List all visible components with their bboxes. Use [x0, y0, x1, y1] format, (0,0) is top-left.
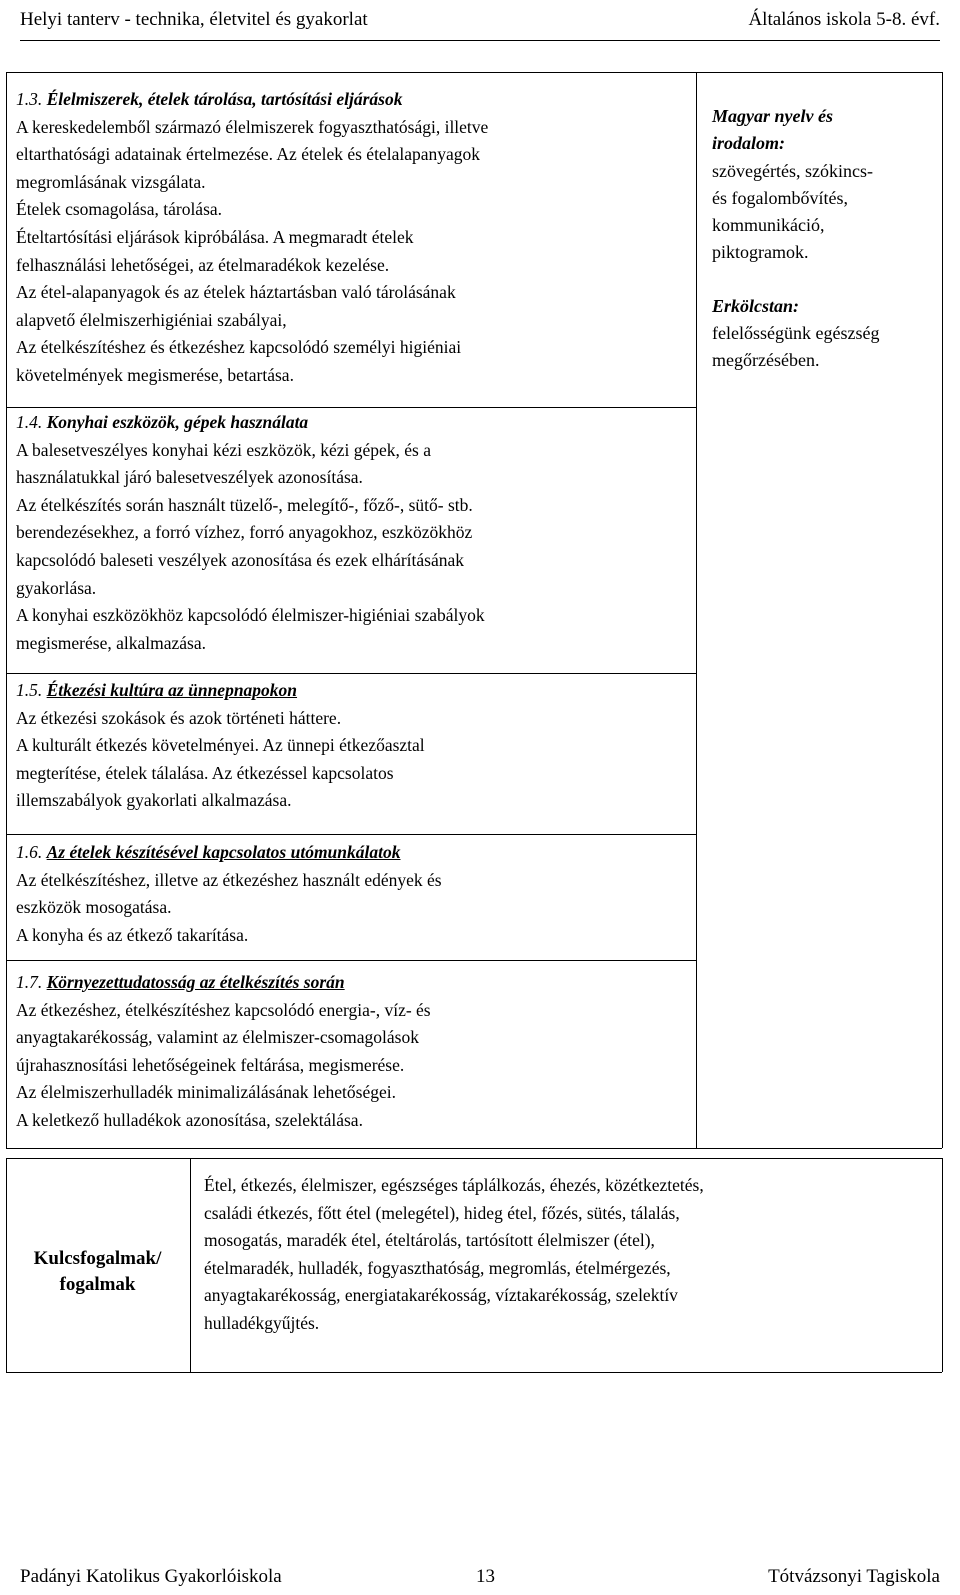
section-line: Ételtartósítási eljárások kipróbálása. A megmaradt ételek [16, 226, 414, 247]
keywords-line: Étel, étkezés, élelmiszer, egészséges táplálkozás, éhezés, közétkeztetés, [204, 1175, 704, 1195]
keywords-list [204, 1172, 944, 1338]
keywords-label-line: Kulcsfogalmak/ [33, 1248, 162, 1269]
section-number: 1.3. [16, 89, 43, 109]
section-line: anyagtakarékosság, valamint az élelmiszer-csomagolások [16, 1027, 419, 1048]
keywords-bottom-border [6, 1372, 942, 1373]
keywords-label [10, 1246, 185, 1298]
section-heading: Étkezési kultúra az ünnepnapokon [46, 680, 298, 700]
section-line: alapvető élelmiszerhigiéniai szabályai, [16, 309, 287, 330]
section-line: felhasználási lehetőségei, az ételmaradékok kezelése. [16, 254, 390, 275]
keywords-line: anyagtakarékosság, energiatakarékosság, víztakarékosság, szelektív [204, 1285, 678, 1306]
link-line: kommunikáció, [712, 215, 825, 236]
section-line: A keletkező hulladékok azonosítása, szelektálása. [16, 1109, 363, 1130]
section-line: illemszabályok gyakorlati alkalmazása. [16, 790, 292, 811]
spacer [712, 267, 950, 294]
header-subject: Helyi tanterv - technika, életvitel és gyakorlat [20, 9, 368, 30]
section-title [16, 677, 696, 705]
section-line: Az étel-alapanyagok és az ételek háztartásban való tárolásának [16, 282, 456, 303]
section-line: Az ételkészítéshez és étkezéshez kapcsolódó személyi higiéniai [16, 337, 462, 358]
row-divider [6, 407, 696, 408]
section-line: újrahasznosítási lehetőségeinek feltárása, megismerése. [16, 1054, 405, 1075]
section-number: 1.5. [16, 680, 43, 700]
link-line: megőrzésében. [712, 350, 820, 371]
table-top-border [6, 72, 942, 73]
header-school-level: Általános iskola 5-8. évf. [748, 9, 940, 30]
section-line: A balesetveszélyes konyhai kézi eszközök, kézi gépek, és a [16, 439, 431, 460]
section-line: A kereskedelemből származó élelmiszerek fogyaszthatósági, illetve [16, 116, 489, 137]
section-1-3 [16, 86, 696, 390]
section-line: Az ételkészítés során használt tüzelő-, melegítő-, főző-, sütő- stb. [16, 494, 473, 515]
keywords-line: hulladékgyűjtés. [204, 1312, 320, 1333]
page-footer [20, 1562, 940, 1592]
footer-branch: Tótvázsonyi Tagiskola [768, 1566, 940, 1587]
section-title [16, 409, 696, 437]
table-bottom-border [6, 1148, 942, 1149]
section-line: eszközök mosogatása. [16, 897, 172, 918]
table-column-divider [696, 72, 697, 1148]
section-line: A kulturált étkezés követelményei. Az ünnepi étkezőasztal [16, 735, 425, 756]
section-title [16, 839, 696, 867]
section-line: kapcsolódó baleseti veszélyek azonosítása és ezek elhárításának [16, 549, 465, 570]
section-line: Az ételkészítéshez, illetve az étkezéshez használt edények és [16, 869, 442, 890]
link-line: és fogalombővítés, [712, 187, 848, 208]
keywords-line: ételmaradék, hulladék, fogyaszthatóság, megromlás, ételmérgezés, [204, 1257, 671, 1278]
section-line: megterítése, ételek tálalása. Az étkezéssel kapcsolatos [16, 762, 394, 783]
cross-curricular-links [712, 103, 950, 375]
section-1-4 [16, 409, 696, 657]
section-line: követelmények megismerése, betartása. [16, 364, 294, 385]
section-line: használatukkal járó balesetveszélyek azonosítása. [16, 467, 363, 488]
subject-hungarian-title: Magyar nyelv és [712, 106, 833, 126]
subject-ethics-title: Erkölcstan: [712, 295, 800, 316]
table-left-border [6, 72, 7, 1148]
link-line: szövegértés, szókincs- [712, 160, 873, 181]
section-heading: Konyhai eszközök, gépek használata [46, 412, 309, 432]
row-divider [6, 960, 696, 961]
header-rule [20, 40, 940, 41]
keywords-top-border [6, 1158, 942, 1159]
row-divider [6, 834, 696, 835]
section-line: megismerése, alkalmazása. [16, 632, 206, 653]
section-heading: Élelmiszerek, ételek tárolása, tartósítási eljárások [46, 89, 403, 109]
section-heading: Környezettudatosság az ételkészítés során [46, 972, 345, 992]
link-line: felelősségünk egészség [712, 323, 880, 344]
keywords-divider [190, 1158, 191, 1372]
section-title [16, 969, 696, 997]
page-number: 13 [476, 1566, 495, 1587]
section-line: Ételek csomagolása, tárolása. [16, 199, 223, 220]
section-heading: Az ételek készítésével kapcsolatos utómunkálatok [46, 842, 401, 862]
keywords-line: mosogatás, maradék étel, ételtárolás, tartósított élelmiszer (étel), [204, 1230, 655, 1251]
section-line: gyakorlása. [16, 577, 97, 598]
footer-school: Padányi Katolikus Gyakorlóiskola [20, 1566, 282, 1587]
section-1-6 [16, 839, 696, 949]
section-number: 1.6. [16, 842, 43, 862]
section-line: A konyhai eszközökhöz kapcsolódó élelmiszer-higiéniai szabályok [16, 605, 485, 626]
section-line: Az étkezési szokások és azok történeti háttere. [16, 707, 342, 728]
section-line: Az étkezéshez, ételkészítéshez kapcsolódó energia-, víz- és [16, 999, 431, 1020]
section-line: A konyha és az étkező takarítása. [16, 924, 249, 945]
keywords-left-border [6, 1158, 7, 1372]
page-header [20, 6, 940, 34]
keywords-line: családi étkezés, főtt étel (melegétel), hideg étel, főzés, sütés, tálalás, [204, 1202, 680, 1223]
link-line: piktogramok. [712, 242, 809, 263]
section-number: 1.4. [16, 412, 43, 432]
section-1-5 [16, 677, 696, 815]
section-number: 1.7. [16, 972, 43, 992]
keywords-label-line: fogalmak [59, 1274, 136, 1295]
section-title [16, 86, 696, 114]
section-1-7 [16, 969, 696, 1135]
section-line: megromlásának vizsgálata. [16, 171, 206, 192]
section-line: berendezésekhez, a forró vízhez, forró anyagokhoz, eszközökhöz [16, 522, 473, 543]
section-line: eltarthatósági adatainak értelmezése. Az ételek és ételalapanyagok [16, 144, 480, 165]
subject-hungarian-title-2: irodalom: [712, 133, 786, 154]
row-divider [6, 673, 696, 674]
section-line: Az élelmiszerhulladék minimalizálásának lehetőségei. [16, 1082, 396, 1103]
